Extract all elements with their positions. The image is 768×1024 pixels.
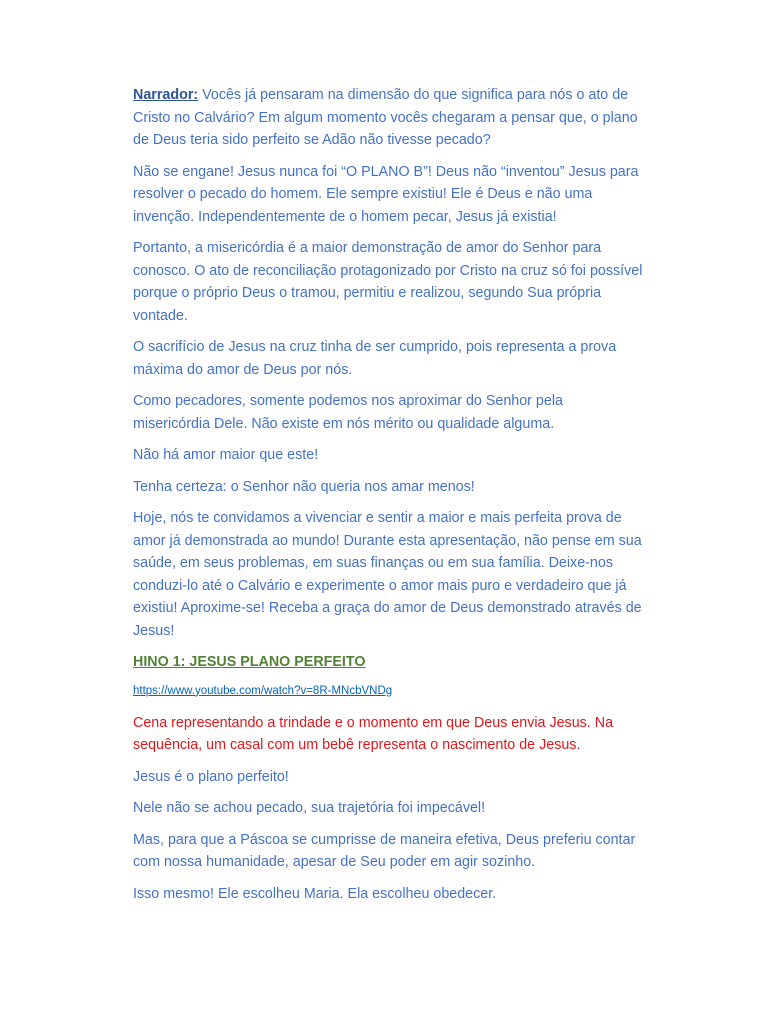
hymn-title: HINO 1: JESUS PLANO PERFEITO [133, 654, 366, 670]
paragraph: Jesus é o plano perfeito! [133, 768, 289, 785]
paragraph: Não há amor maior que este! [133, 447, 319, 463]
paragraph: Mas, para que a Páscoa se cumprisse de maneira efetiva, Deus preferiu contar com nossa humanidade, apesar de Seu poder em agir sozinho. [133, 831, 636, 870]
paragraph: O sacrifício de Jesus na cruz tinha de ser cumprido, pois representa a prova máxima do amor de Deus por nós. [133, 339, 617, 378]
stage-direction: Cena representando a trindade e o momento em que Deus envia Jesus. Na sequência, um casal com um bebê representa o nascimento de Jesus. [133, 714, 614, 753]
paragraph: Isso mesmo! Ele escolheu Maria. Ela escolheu obedecer. [133, 885, 497, 902]
paragraph-intro [133, 84, 643, 152]
hymn-link[interactable]: https://www.youtube.com/watch?v=8R-MNcbVNDg [133, 684, 393, 697]
paragraph: Não se engane! Jesus nunca foi “O PLANO B”! Deus não “inventou” Jesus para resolver o pecado do homem. Ele sempre existiu! Ele é Deus e não uma invenção. Independentemente de o homem pecar, Jesus já existia! [133, 163, 639, 225]
document-page [133, 84, 643, 914]
paragraph: Tenha certeza: o Senhor não queria nos amar menos! [133, 478, 475, 495]
paragraph: Como pecadores, somente podemos nos aproximar do Senhor pela misericórdia Dele. Não existe em nós mérito ou qualidade alguma. [133, 393, 563, 432]
paragraph: Hoje, nós te convidamos a vivenciar e sentir a maior e mais perfeita prova de amor já demonstrada ao mundo! Durante esta apresentação, não pense em sua saúde, em seus problemas, em suas finanças ou em sua família. Deixe-nos conduzi-lo até o Calvário e experimente o amor mais puro e verdadeiro que já existiu! Aproxime-se! Receba a graça do amor de Deus demonstrado através de Jesus! [133, 510, 642, 639]
paragraph-text: Vocês já pensaram na dimensão do que significa para nós o ato de Cristo no Calvário? Em algum momento vocês chegaram a pensar que, o plano de Deus teria sido perfeito se Adão não tivesse pecado? [133, 87, 638, 148]
narrator-label: Narrador: [133, 87, 199, 103]
paragraph: Nele não se achou pecado, sua trajetória foi impecável! [133, 800, 486, 816]
paragraph: Portanto, a misericórdia é a maior demonstração de amor do Senhor para conosco. O ato de reconciliação protagonizado por Cristo na cruz só foi possível porque o próprio Deus o tramou, permitiu e realizou, segundo Sua própria vontade. [133, 240, 643, 324]
